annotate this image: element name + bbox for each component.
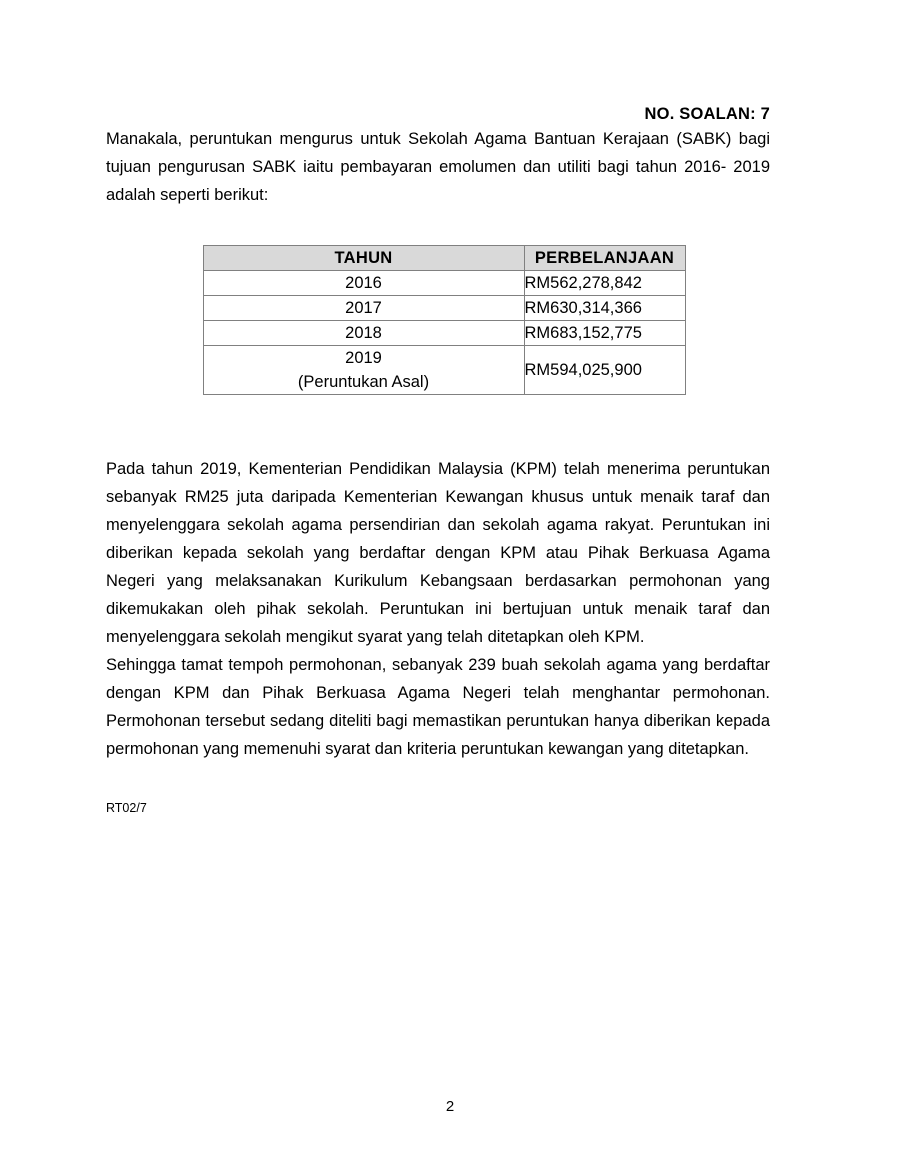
cell-year: 2018 <box>203 321 524 346</box>
table-row <box>203 296 685 321</box>
paragraph-allocation-2019: Pada tahun 2019, Kementerian Pendidikan Malaysia (KPM) telah menerima peruntukan sebanyak RM25 juta daripada Kementerian Kewangan khusus untuk menaik taraf dan menyelenggara sekolah agama persendirian dan sekolah agama rakyat. Peruntukan ini diberikan kepada sekolah yang berdaftar dengan KPM atau Pihak Berkuasa Agama Negeri yang melaksanakan Kurikulum Kebangsaan berdasarkan permohonan yang dikemukakan oleh pihak sekolah. Peruntukan ini bertujuan untuk menaik taraf dan menyelenggara sekolah mengikut syarat yang telah ditetapkan oleh KPM. <box>106 460 770 646</box>
column-header-spending: PERBELANJAAN <box>524 246 685 271</box>
allocation-table <box>203 245 686 395</box>
allocation-table-container <box>106 245 770 395</box>
column-header-year: TAHUN <box>203 246 524 271</box>
page-number: 2 <box>445 1098 455 1115</box>
cell-spending: RM562,278,842 <box>524 271 685 296</box>
table-row <box>203 271 685 296</box>
cell-spending: RM683,152,775 <box>524 321 685 346</box>
cell-year: 2017 <box>203 296 524 321</box>
cell-year <box>203 346 524 395</box>
table-row <box>203 321 685 346</box>
question-number-header: NO. SOALAN: 7 <box>644 105 770 123</box>
cell-year: 2016 <box>203 271 524 296</box>
document-reference-code: RT02/7 <box>106 801 147 815</box>
table-row <box>203 346 685 395</box>
paragraph-applications: Sehingga tamat tempoh permohonan, sebanyak 239 buah sekolah agama yang berdaftar dengan KPM dan Pihak Berkuasa Agama Negeri telah menghantar permohonan. Permohonan tersebut sedang diteliti bagi memastikan peruntukan hanya diberikan kepada permohonan yang memenuhi syarat dan kriteria peruntukan kewangan yang ditetapkan. <box>106 656 770 758</box>
cell-year-value: 2019 <box>345 349 382 367</box>
page-content <box>106 0 770 817</box>
cell-spending: RM594,025,900 <box>524 346 685 395</box>
table-header-row <box>203 246 685 271</box>
cell-spending: RM630,314,366 <box>524 296 685 321</box>
cell-year-note: (Peruntukan Asal) <box>297 373 430 391</box>
paragraph-intro: Manakala, peruntukan mengurus untuk Sekolah Agama Bantuan Kerajaan (SABK) bagi tujuan pengurusan SABK iaitu pembayaran emolumen dan utiliti bagi tahun 2016- 2019 adalah seperti berikut: <box>106 130 770 204</box>
